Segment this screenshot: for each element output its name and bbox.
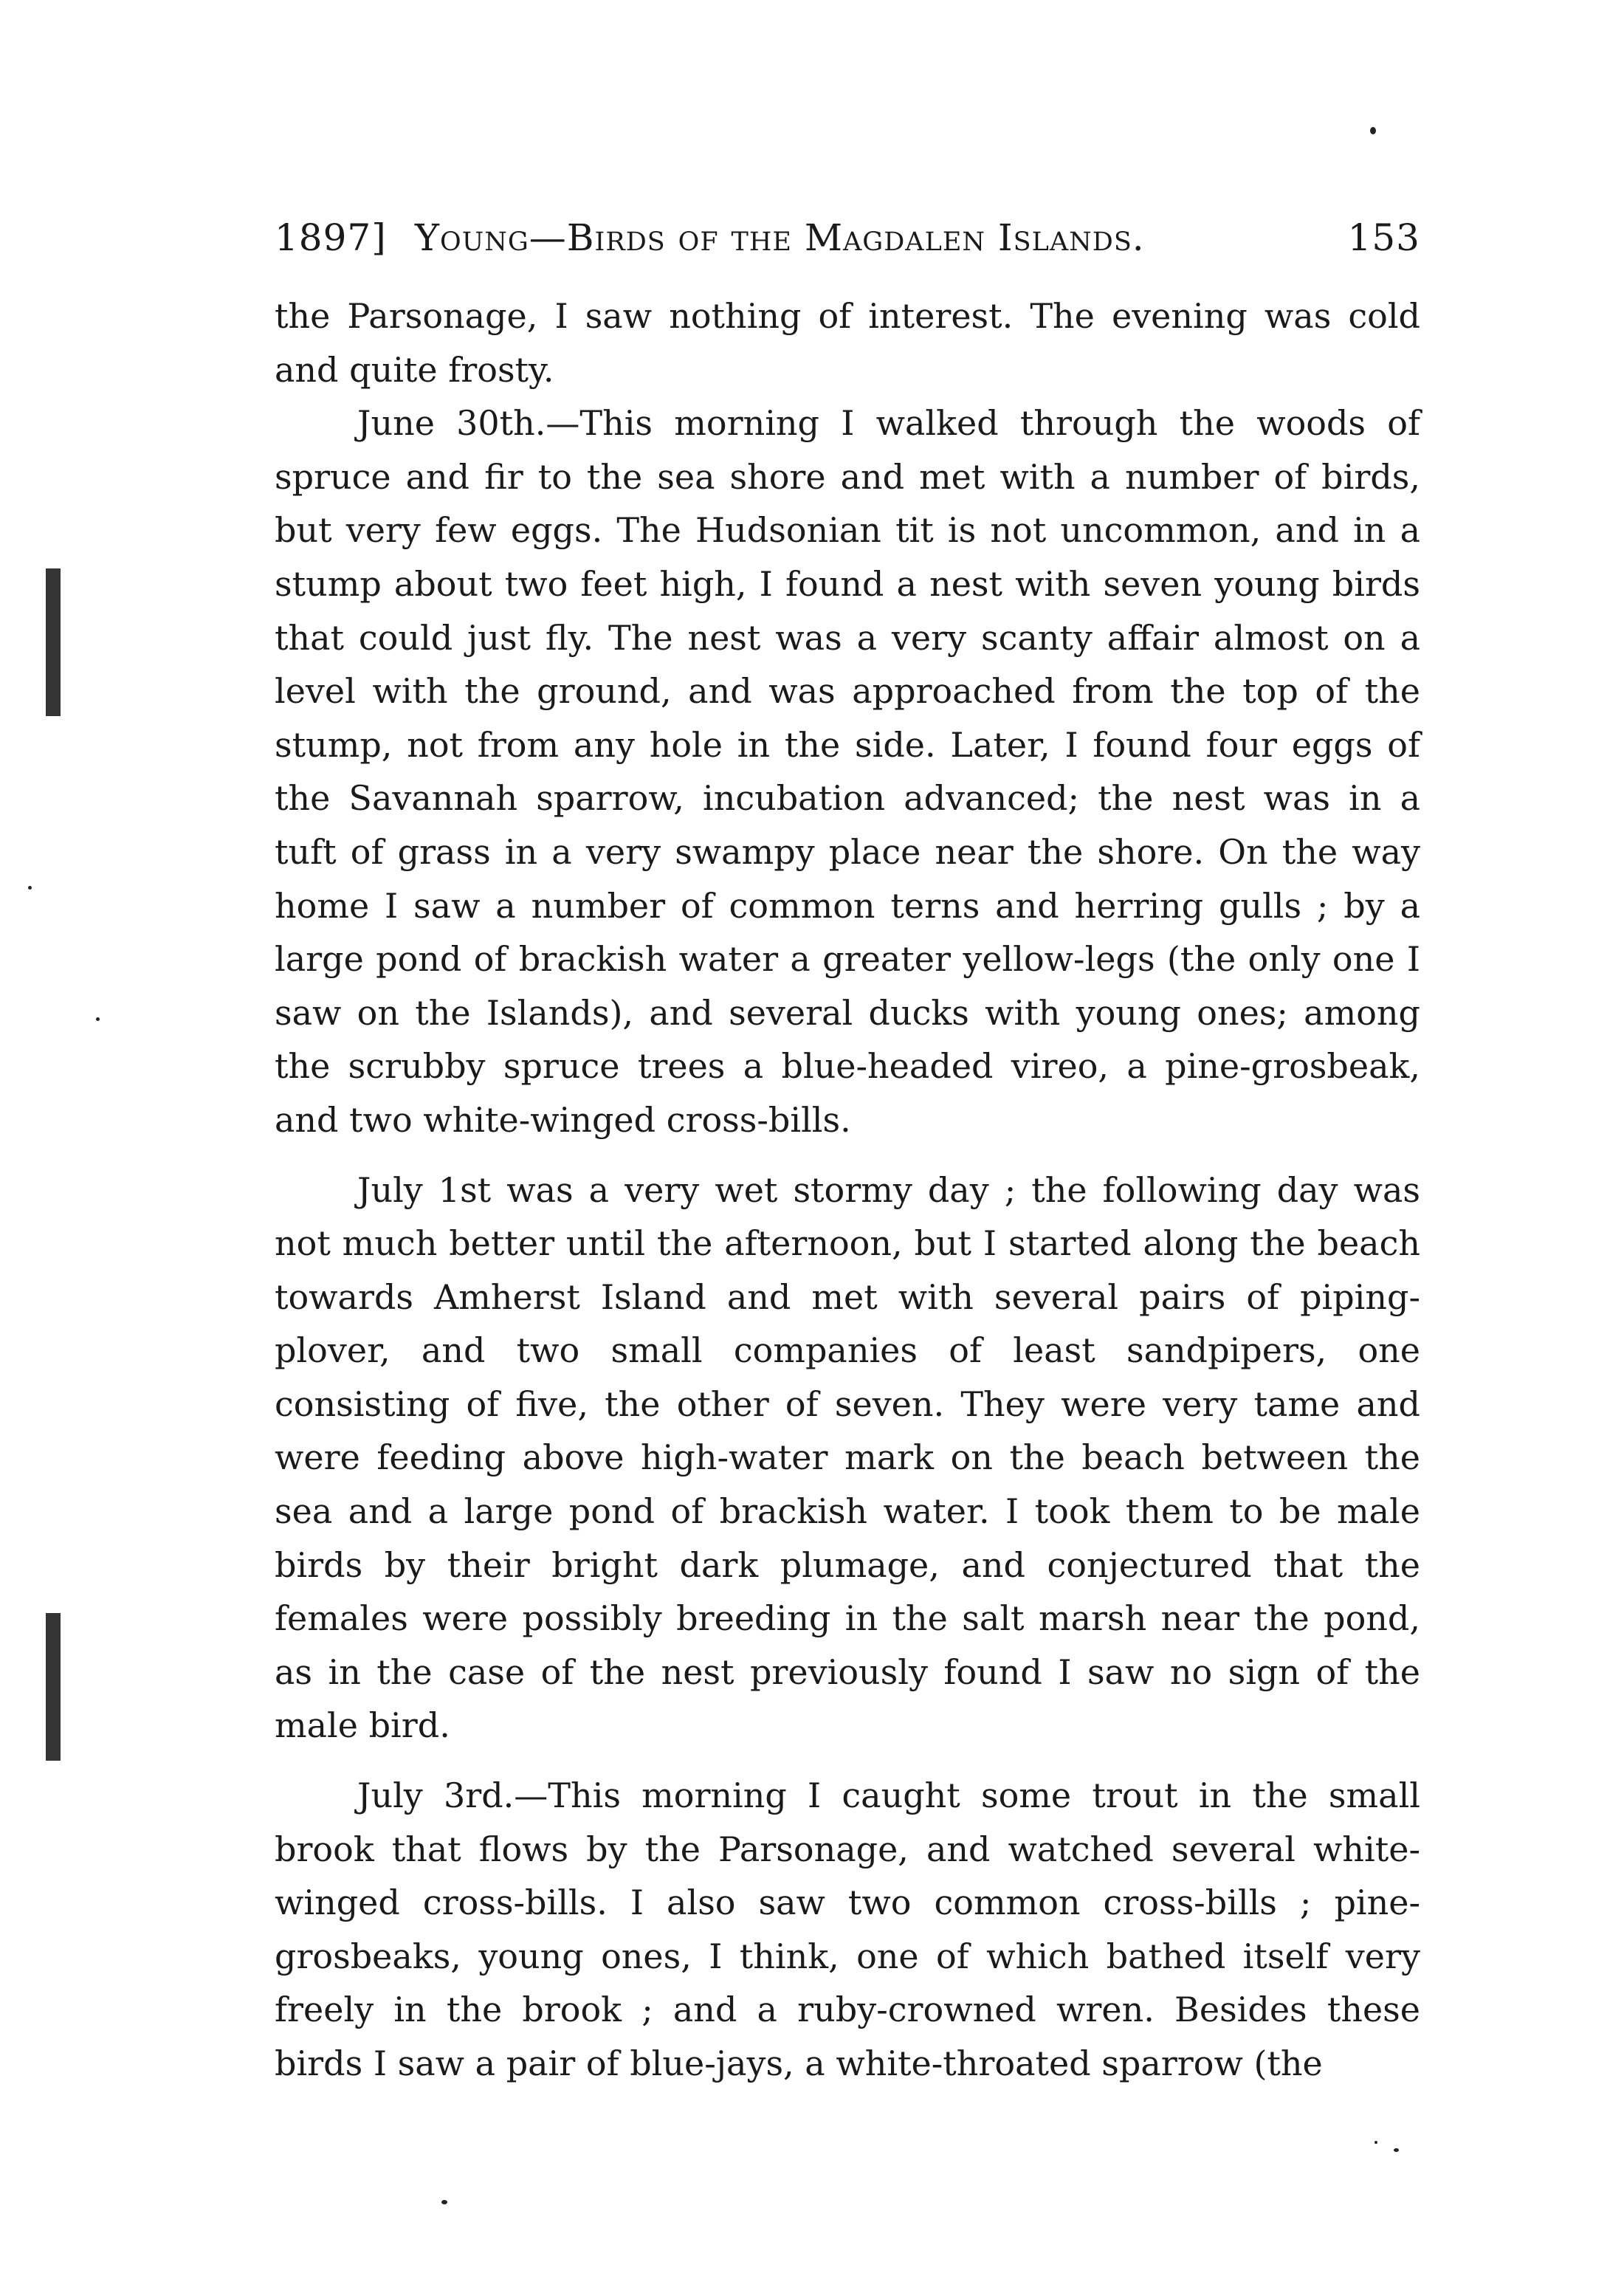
scan-speck — [1370, 127, 1376, 134]
binding-mark-upper — [46, 568, 61, 716]
binding-mark-lower — [46, 1613, 61, 1761]
scan-speck — [96, 1017, 100, 1021]
scan-speck — [1374, 2141, 1377, 2144]
scan-speck — [28, 886, 32, 890]
paragraph-july-3: July 3rd.—This morning I caught some trout in the small brook that flows by the Parsonage, and watched several white-winged cross-bills. I also saw two common cross-bills ; pine-grosbeaks, young ones, I think, one of which bathed itself very freely in the brook ; and a ruby-crowned wren. Besides these birds I saw a pair of blue-jays, a white-throated sparrow (the — [275, 1775, 1420, 2083]
paragraph-continuation: the Parsonage, I saw nothing of interest. The evening was cold and quite frosty. — [275, 296, 1420, 390]
body-text — [275, 289, 1420, 2091]
running-header — [275, 216, 1420, 260]
paragraph-june-30: June 30th.—This morning I walked through the woods of spruce and fir to the sea shore and met with a number of birds, but very few eggs. The Hudsonian tit is not uncommon, and in a stump about two feet high, I found a nest with seven young birds that could just fly. The nest was a very scanty affair almost on a level with the ground, and was approached from the top of the stump, not from any hole in the side. Later, I found four eggs of the Savannah sparrow, incubation advanced; the nest was in a tuft of grass in a very swampy place near the shore. On the way home I saw a number of common terns and herring gulls ; by a large pond of brackish water a greater yellow-legs (the only one I saw on the Islands), and several ducks with young ones; among the scrubby spruce trees a blue-headed vireo, a pine-grosbeak, and two white-winged cross-bills. — [275, 403, 1420, 1140]
header-year: 1897] — [275, 216, 387, 259]
page-number: 153 — [1347, 216, 1420, 259]
paragraph-july-1: July 1st was a very wet stormy day ; the following day was not much better until the afternoon, but I started along the beach towards Amherst Island and met with several pairs of piping-plover, and two small companies of least sandpipers, one consisting of five, the other of seven. They were very tame and were feeding above high-water mark on the beach between the sea and a large pond of brackish water. I took them to be male birds by their bright dark plumage, and conjectured that the females were possibly breeding in the salt marsh near the pond, as in the case of the nest previously found I saw no sign of the male bird. — [275, 1169, 1420, 1746]
scan-speck — [1394, 2148, 1399, 2152]
scan-speck — [441, 2200, 447, 2204]
header-title: Young—Birds of the Magdalen Islands. — [415, 216, 1145, 259]
